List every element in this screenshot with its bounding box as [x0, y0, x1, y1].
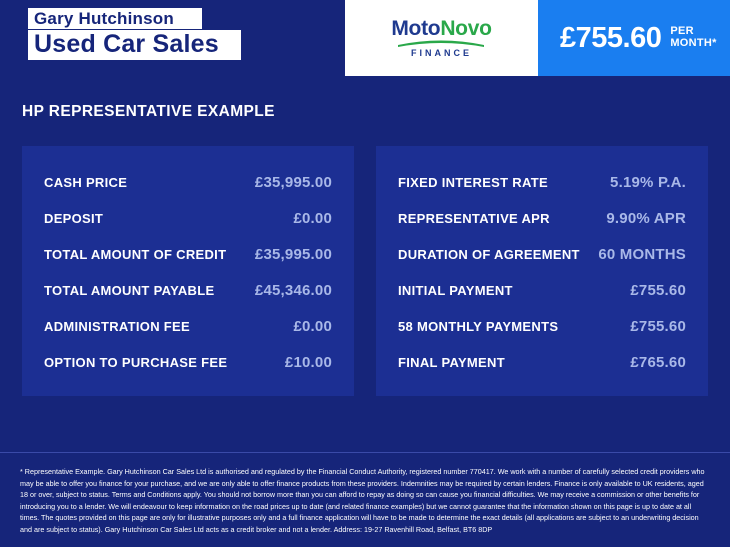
detail-value: £765.60	[630, 353, 686, 371]
detail-row	[398, 344, 686, 380]
left-details-panel	[22, 146, 354, 396]
detail-label: FIXED INTEREST RATE	[398, 174, 548, 190]
motonovo-moto: Moto	[391, 17, 441, 40]
detail-value: £10.00	[284, 353, 332, 371]
page-title: HP REPRESENTATIVE EXAMPLE	[22, 103, 275, 120]
motonovo-swoosh-icon	[398, 40, 484, 47]
detail-row	[44, 164, 332, 200]
divider	[0, 452, 730, 453]
detail-label: TOTAL AMOUNT OF CREDIT	[44, 246, 227, 262]
detail-value: 60 MONTHS	[598, 245, 686, 263]
detail-value: 5.19% P.A.	[610, 173, 686, 191]
detail-label: FINAL PAYMENT	[398, 354, 505, 370]
detail-value: £0.00	[293, 317, 332, 335]
header	[0, 0, 730, 76]
motonovo-novo: Novo	[440, 17, 492, 40]
finance-details	[0, 121, 730, 396]
detail-label: ADMINISTRATION FEE	[44, 318, 190, 334]
detail-row	[398, 272, 686, 308]
detail-row	[44, 344, 332, 380]
detail-label: REPRESENTATIVE APR	[398, 210, 550, 226]
detail-label: 58 MONTHLY PAYMENTS	[398, 318, 559, 334]
detail-label: OPTION TO PURCHASE FEE	[44, 354, 228, 370]
detail-value: £45,346.00	[254, 281, 332, 299]
disclaimer-text: * Representative Example. Gary Hutchinson Car Sales Ltd is authorised and regulated by the Financial Conduct Authority, registered number 770417. We work with a number of carefully selected credit providers who may be able to offer you finance for your purchase, and we are only able to offer finance products from these providers. Indemnities may be required by certain lenders. Finance is only available to UK residents, aged 18 or over, subject to status. Terms and Conditions apply. You should not borrow more than you can afford to repay as doing so can cause you financial difficulties. We may receive a commission or other benefits for introducing you to a lender. We will endeavour to keep information on the road prices up to date (and related finance examples) but we cannot guarantee that the information shown on this page is up to date at all times. The quotes provided on this page are only for illustrative purposes only and a full finance application will have to be made to determine the exact details (all applications are subject to an underwriting decision and are subject to status). Gary Hutchinson Car Sales Ltd acts as a credit broker and not a lender. Address: 19-27 Ravenhill Road, Belfast, BT6 8DP	[20, 467, 705, 534]
detail-value: £35,995.00	[254, 245, 332, 263]
finance-provider-logo	[345, 0, 538, 76]
detail-label: DURATION OF AGREEMENT	[398, 246, 580, 262]
detail-label: DEPOSIT	[44, 210, 104, 226]
detail-row	[398, 164, 686, 200]
monthly-price-amount: £755.60	[560, 21, 662, 54]
right-details-panel	[376, 146, 708, 396]
detail-label: INITIAL PAYMENT	[398, 282, 513, 298]
detail-row	[44, 308, 332, 344]
per-month-label: PER MONTH*	[670, 25, 717, 49]
detail-row	[398, 236, 686, 272]
detail-value: 9.90% APR	[606, 209, 686, 227]
monthly-price-block	[538, 0, 730, 76]
dealer-name-line1: Gary Hutchinson	[28, 8, 202, 29]
detail-value: £0.00	[293, 209, 332, 227]
detail-value: £755.60	[630, 281, 686, 299]
motonovo-logo	[391, 18, 491, 58]
detail-row	[44, 272, 332, 308]
detail-row	[398, 200, 686, 236]
detail-label: TOTAL AMOUNT PAYABLE	[44, 282, 215, 298]
detail-row	[44, 200, 332, 236]
motonovo-subtitle: FINANCE	[410, 48, 472, 58]
dealer-brand	[0, 0, 345, 76]
detail-label: CASH PRICE	[44, 174, 128, 190]
dealer-name-line2: Used Car Sales	[28, 30, 241, 60]
detail-value: £755.60	[630, 317, 686, 335]
motonovo-wordmark	[391, 18, 491, 39]
disclaimer	[0, 452, 730, 547]
detail-row	[44, 236, 332, 272]
detail-row	[398, 308, 686, 344]
detail-value: £35,995.00	[254, 173, 332, 191]
